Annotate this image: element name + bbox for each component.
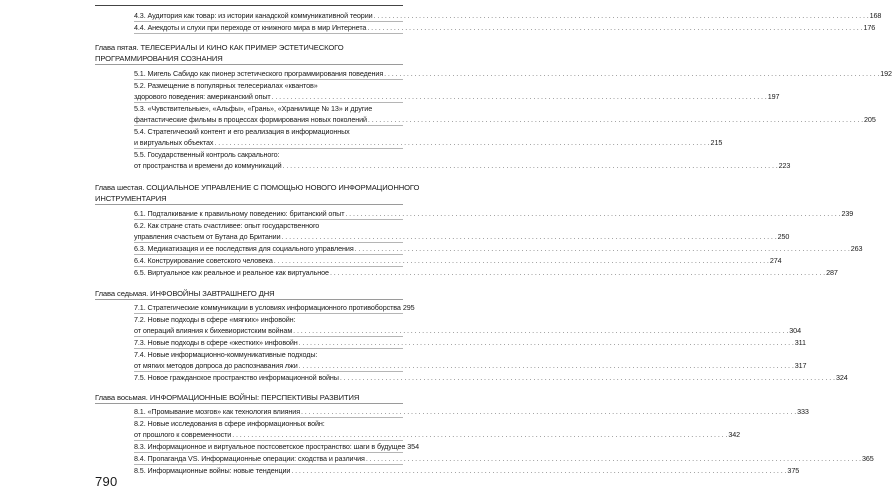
- leader-dots: [368, 114, 863, 125]
- entry-page: 333: [797, 407, 809, 416]
- entry-page: 295: [402, 303, 415, 312]
- entry-title-cont: от прошлого к современности: [134, 430, 232, 439]
- entry-page: 342: [728, 430, 741, 439]
- entry-page: 192: [880, 69, 892, 78]
- leader-dots: [374, 10, 869, 21]
- toc-entry: [134, 441, 419, 453]
- entry-page: 197: [767, 92, 780, 101]
- entry-title: 7.2. Новые подходы в сфере «мягких» инфовойн:: [134, 315, 296, 324]
- leader-dots: [367, 22, 862, 33]
- entry-page: 375: [787, 466, 800, 475]
- leader-dots: [274, 255, 769, 266]
- entry-page: 324: [835, 373, 848, 382]
- entry-title: 8.4. Пропаганда VS. Информационные операции: сходства и различия: [134, 454, 365, 463]
- toc-entry: [134, 10, 882, 22]
- chapter-title-cont: ПРОГРАММИРОВАНИЯ СОЗНАНИЯ: [95, 54, 223, 63]
- entry-title: 6.3. Медикатизация и ее последствия для социального управления: [134, 244, 354, 253]
- entry-page: 287: [826, 268, 838, 277]
- chapter-heading: [95, 392, 403, 404]
- entry-title: 6.5. Виртуальное как реальное и реальное как виртуальное: [134, 268, 329, 277]
- entry-title: 7.3. Новые подходы в сфере «жестких» инфовойн: [134, 338, 298, 347]
- chapter-title-cont: ИНСТРУМЕНТАРИЯ: [95, 194, 167, 203]
- leader-dots: [301, 406, 796, 417]
- entry-title: 4.4. Анекдоты и слухи при переходе от книжного мира в мир Интернета: [134, 23, 367, 32]
- chapter-title: Глава седьмая. ИНФОВОЙНЫ ЗАВТРАШНЕГО ДНЯ: [95, 289, 275, 298]
- entry-title: 5.1. Мигель Сабидо как пионер эстетического программирования поведения: [134, 69, 384, 78]
- toc-entry: [134, 465, 800, 476]
- entry-title: 8.3. Информационное и виртуальное постсоветское пространство: шаги в будущее: [134, 442, 406, 451]
- leader-dots: [330, 267, 825, 278]
- toc-entry: [134, 220, 790, 243]
- toc-entry: [134, 337, 806, 349]
- entry-title-cont: и виртуальных объектах: [134, 138, 214, 147]
- toc-entry: [134, 302, 415, 314]
- entry-title: 5.3. «Чувствительные», «Альфы», «Грань», «Хранилище № 13» и другие: [134, 104, 373, 113]
- entry-page: 250: [777, 232, 790, 241]
- entry-page: 311: [794, 338, 806, 347]
- entry-page: 215: [710, 138, 723, 147]
- entry-page: 263: [850, 244, 863, 253]
- toc-entry: [134, 208, 854, 220]
- toc-entry: [134, 68, 892, 80]
- leader-dots: [214, 137, 709, 148]
- entry-page: 205: [864, 115, 876, 124]
- entry-page: 168: [869, 11, 882, 20]
- entry-title: 4.3. Аудитория как товар: из истории канадской коммуникативной теории: [134, 11, 373, 20]
- leader-dots: [272, 91, 767, 102]
- entry-page: 365: [861, 454, 874, 463]
- entry-title-cont: управления счастьем от Бутана до Британии: [134, 232, 281, 241]
- entry-title-cont: фантастические фильмы в процессах формирования новых поколений: [134, 115, 367, 124]
- toc-entry: [134, 314, 801, 337]
- leader-dots: [291, 465, 786, 476]
- entry-page: 304: [789, 326, 801, 335]
- entry-title: 7.5. Новое гражданское пространство информационной войны: [134, 373, 339, 382]
- entry-title: 8.5. Информационные войны: новые тенденции: [134, 466, 291, 475]
- entry-title-cont: от мягких методов допроса до распознавания лжи: [134, 361, 298, 370]
- entry-title: 6.1. Подталкивание к правильному поведению: британский опыт: [134, 209, 345, 218]
- toc-entry: [134, 149, 791, 171]
- entry-title: 5.5. Государственный контроль сакрального:: [134, 150, 280, 159]
- toc-entry: [134, 22, 876, 34]
- chapter-heading: [95, 288, 403, 300]
- entry-page: 223: [778, 161, 791, 170]
- toc-entry: [134, 418, 741, 441]
- chapter-title: Глава восьмая. ИНФОРМАЦИОННЫЕ ВОЙНЫ: ПЕРСПЕКТИВЫ РАЗВИТИЯ: [95, 393, 360, 402]
- entry-title-cont: от пространства и времени до коммуникаций: [134, 161, 282, 170]
- entry-title: 7.1. Стратегические коммуникации в условиях информационного противоборства: [134, 303, 401, 312]
- leader-dots: [299, 337, 794, 348]
- entry-title: 6.4. Конструирование советского человека: [134, 256, 273, 265]
- entry-title: 5.2. Размещение в популярных телесериалах «квантов»: [134, 81, 318, 90]
- entry-page: 176: [863, 23, 876, 32]
- leader-dots: [282, 231, 777, 242]
- entry-page: 317: [794, 361, 807, 370]
- leader-dots: [232, 429, 727, 440]
- chapter-title: Глава шестая. СОЦИАЛЬНОЕ УПРАВЛЕНИЕ С ПОМОЩЬЮ НОВОГО ИНФОРМАЦИОННОГО: [95, 183, 420, 192]
- page-number: 790: [95, 474, 118, 489]
- toc-entry: [134, 243, 863, 255]
- leader-dots: [355, 243, 850, 254]
- toc-entry: [134, 267, 838, 278]
- leader-dots: [340, 372, 835, 383]
- toc-entry: [134, 103, 876, 126]
- leader-dots: [283, 160, 778, 171]
- entry-title-cont: от операций влияния к бихевиористским войнам: [134, 326, 293, 335]
- leader-dots: [366, 453, 861, 464]
- leader-dots: [384, 68, 879, 79]
- entry-title: 5.4. Стратегический контент и его реализация в информационных: [134, 127, 350, 136]
- entry-page: 239: [841, 209, 854, 218]
- toc-entry: [134, 372, 848, 383]
- entry-title-cont: здорового поведения: американский опыт: [134, 92, 271, 101]
- entry-title: 8.1. «Промывание мозгов» как технология влияния: [134, 407, 301, 416]
- chapter-heading: [95, 182, 420, 205]
- chapter-heading: [95, 42, 403, 65]
- leader-dots: [293, 325, 788, 336]
- toc-entry: [134, 80, 780, 103]
- leader-dots: [345, 208, 840, 219]
- entry-page: 354: [407, 442, 419, 451]
- chapter-title: Глава пятая. ТЕЛЕСЕРИАЛЫ И КИНО КАК ПРИМЕР ЭСТЕТИЧЕСКОГО: [95, 43, 344, 52]
- entry-title: 8.2. Новые исследования в сфере информационных войн:: [134, 419, 325, 428]
- entry-title: 7.4. Новые информационно-коммуникативные подходы:: [134, 350, 318, 359]
- entry-title: 6.2. Как стране стать счастливее: опыт государственного: [134, 221, 320, 230]
- toc-entry: [134, 349, 807, 372]
- leader-dots: [299, 360, 794, 371]
- entry-page: 274: [769, 256, 782, 265]
- toc-entry: [134, 255, 782, 267]
- toc-entry: [134, 453, 874, 465]
- toc-entry: [134, 126, 723, 149]
- toc-entry: [134, 406, 809, 418]
